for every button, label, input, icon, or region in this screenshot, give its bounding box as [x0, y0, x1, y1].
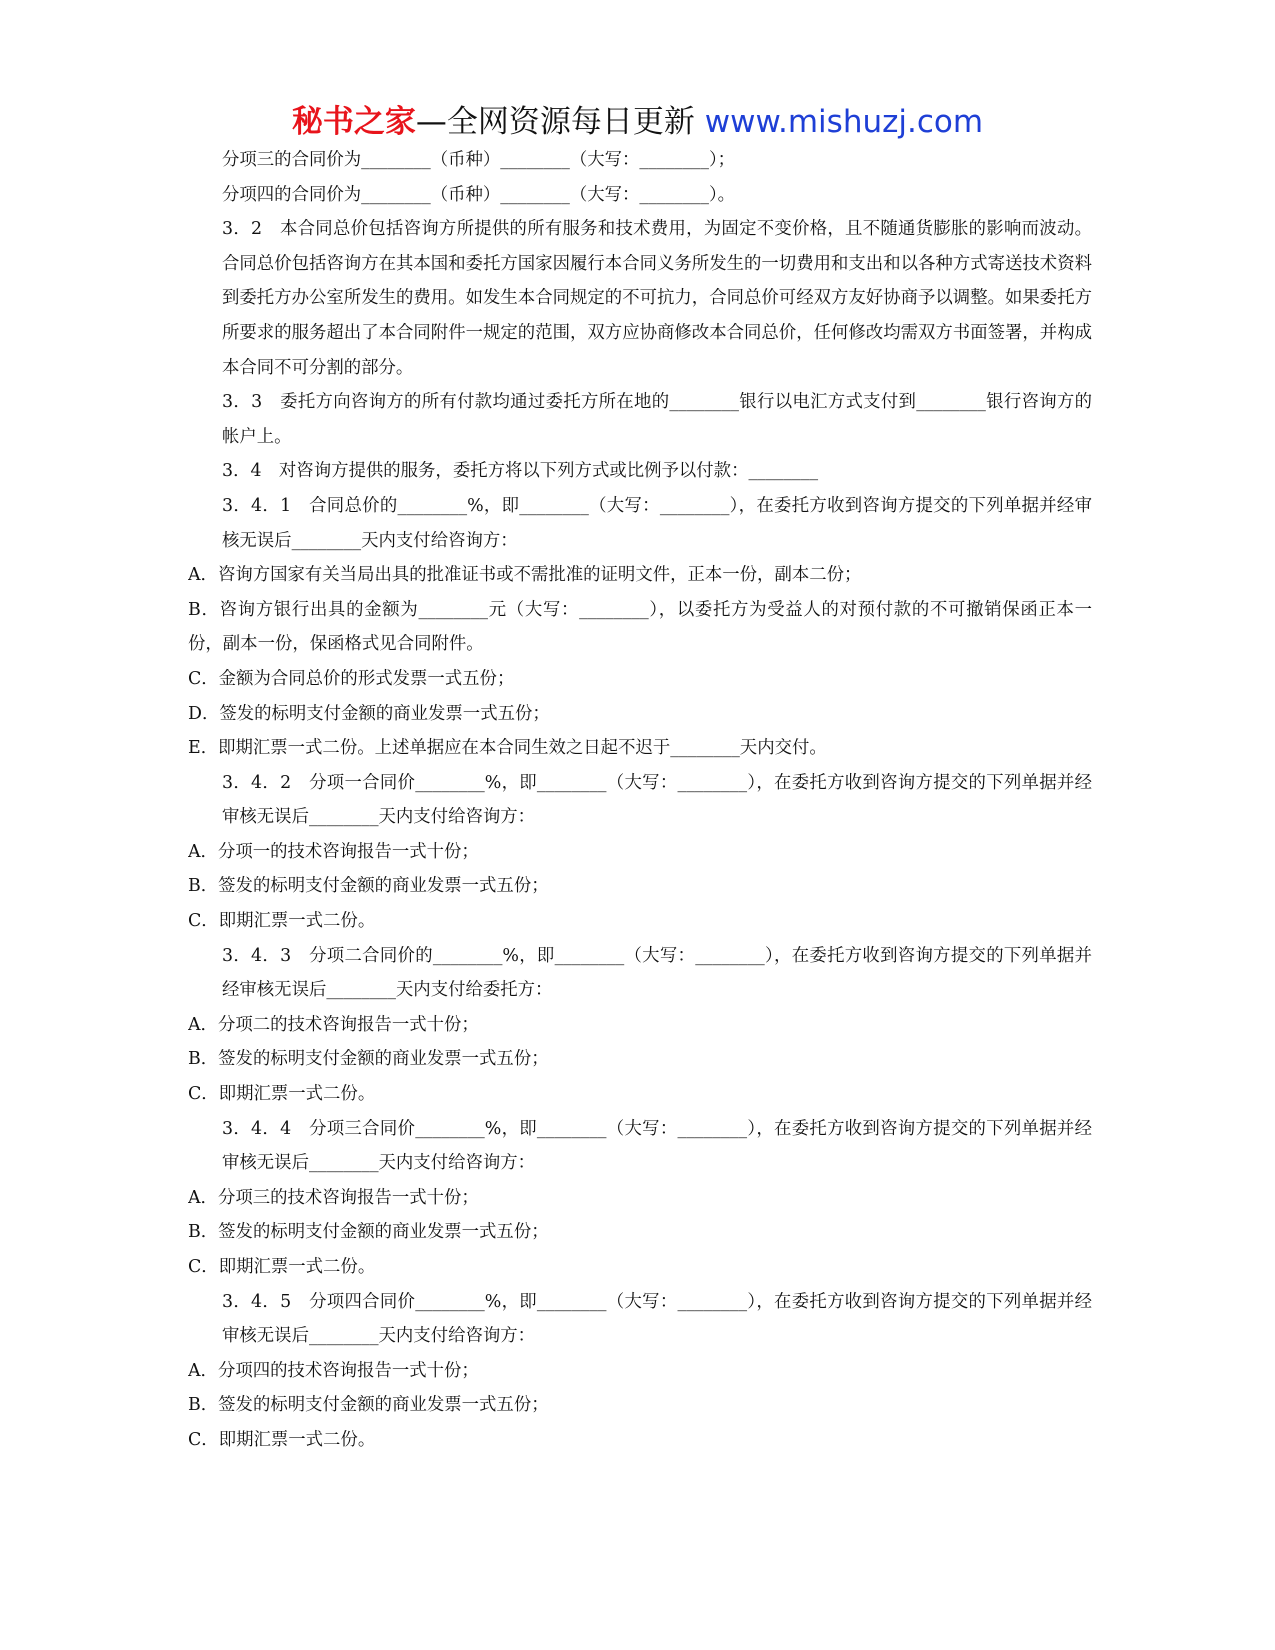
- banner-slogan: —全网资源每日更新: [415, 104, 705, 140]
- contract-paragraph: 分项四的合同价为________（币种）________（大写：________）。: [222, 184, 736, 205]
- contract-paragraph: B．签发的标明支付金额的商业发票一式五份；: [188, 1395, 549, 1416]
- contract-paragraph: 3．4．3 分项二合同价的________%，即________（大写：________），在委托方收到咨询方提交的下列单据并经审核无误后________天内支付给委托方：: [222, 945, 1092, 1001]
- contract-paragraph: 3．4．2 分项一合同价________%，即________（大写：________），在委托方收到咨询方提交的下列单据并经审核无误后________天内支付给咨询方：: [222, 772, 1092, 828]
- contract-paragraph: 3．4．5 分项四合同价________%，即________（大写：________），在委托方收到咨询方提交的下列单据并经审核无误后________天内支付给咨询方：: [222, 1291, 1092, 1347]
- contract-paragraph: B．签发的标明支付金额的商业发票一式五份；: [188, 1222, 549, 1243]
- contract-paragraph: 3．3 委托方向咨询方的所有付款均通过委托方所在地的________银行以电汇方式支付到________银行咨询方的帐户上。: [222, 392, 1092, 447]
- banner-url-link[interactable]: www.mishuzj.com: [704, 104, 984, 140]
- contract-paragraph: A．咨询方国家有关当局出具的批准证书或不需批准的证明文件，正本一份，副本二份；: [188, 565, 862, 586]
- contract-paragraph: 分项三的合同价为________（币种）________（大写：________）；: [222, 150, 736, 170]
- contract-paragraph: A．分项三的技术咨询报告一式十份；: [188, 1187, 479, 1208]
- contract-paragraph: E．即期汇票一式二份。上述单据应在本合同生效之日起不迟于________天内交付。: [188, 738, 827, 759]
- site-banner: [0, 100, 1275, 144]
- contract-paragraph: 3．4 对咨询方提供的服务，委托方将以下列方式或比例予以付款：________: [222, 461, 819, 482]
- contract-paragraph: C．即期汇票一式二份。: [188, 1084, 376, 1105]
- contract-paragraph: B．签发的标明支付金额的商业发票一式五份；: [188, 876, 549, 897]
- contract-paragraph: 3．2 本合同总价包括咨询方所提供的所有服务和技术费用，为固定不变价格，且不随通货膨胀的影响而波动。合同总价包括咨询方在其本国和委托方国家因履行本合同义务所发生的一切费用和支出和以各种方式寄送技术资料到委托方办公室所发生的费用。如发生本合同规定的不可抗力，合同总价可经双方友好协商予以调整。如果委托方所要求的服务超出了本合同附件一规定的范围，双方应协商修改本合同总价，任何修改均需双方书面签署，并构成本合同不可分割的部分。: [222, 219, 1092, 378]
- contract-paragraph: A．分项一的技术咨询报告一式十份；: [188, 841, 479, 862]
- contract-paragraph: C．即期汇票一式二份。: [188, 911, 376, 932]
- contract-paragraph: B．签发的标明支付金额的商业发票一式五份；: [188, 1049, 549, 1070]
- contract-paragraph: C．金额为合同总价的形式发票一式五份；: [188, 668, 515, 689]
- contract-paragraph: A．分项四的技术咨询报告一式十份；: [188, 1360, 479, 1381]
- contract-paragraph: C．即期汇票一式二份。: [188, 1257, 376, 1277]
- banner-brand: 秘书之家: [291, 104, 416, 140]
- contract-paragraph: A．分项二的技术咨询报告一式十份；: [188, 1014, 479, 1035]
- contract-paragraph: D．签发的标明支付金额的商业发票一式五份；: [188, 703, 550, 724]
- contract-body: [188, 143, 1092, 1458]
- contract-paragraph: 3．4．4 分项三合同价________%，即________（大写：________），在委托方收到咨询方提交的下列单据并经审核无误后________天内支付给咨询方：: [222, 1118, 1092, 1174]
- contract-paragraph: B．咨询方银行出具的金额为________元（大写：________），以委托方为受益人的对预付款的不可撤销保函正本一份，副本一份，保函格式见合同附件。: [188, 599, 1092, 655]
- contract-paragraph: 3．4．1 合同总价的________%，即________（大写：________），在委托方收到咨询方提交的下列单据并经审核无误后________天内支付给咨询方：: [222, 495, 1092, 551]
- contract-paragraph: C．即期汇票一式二份。: [188, 1429, 376, 1450]
